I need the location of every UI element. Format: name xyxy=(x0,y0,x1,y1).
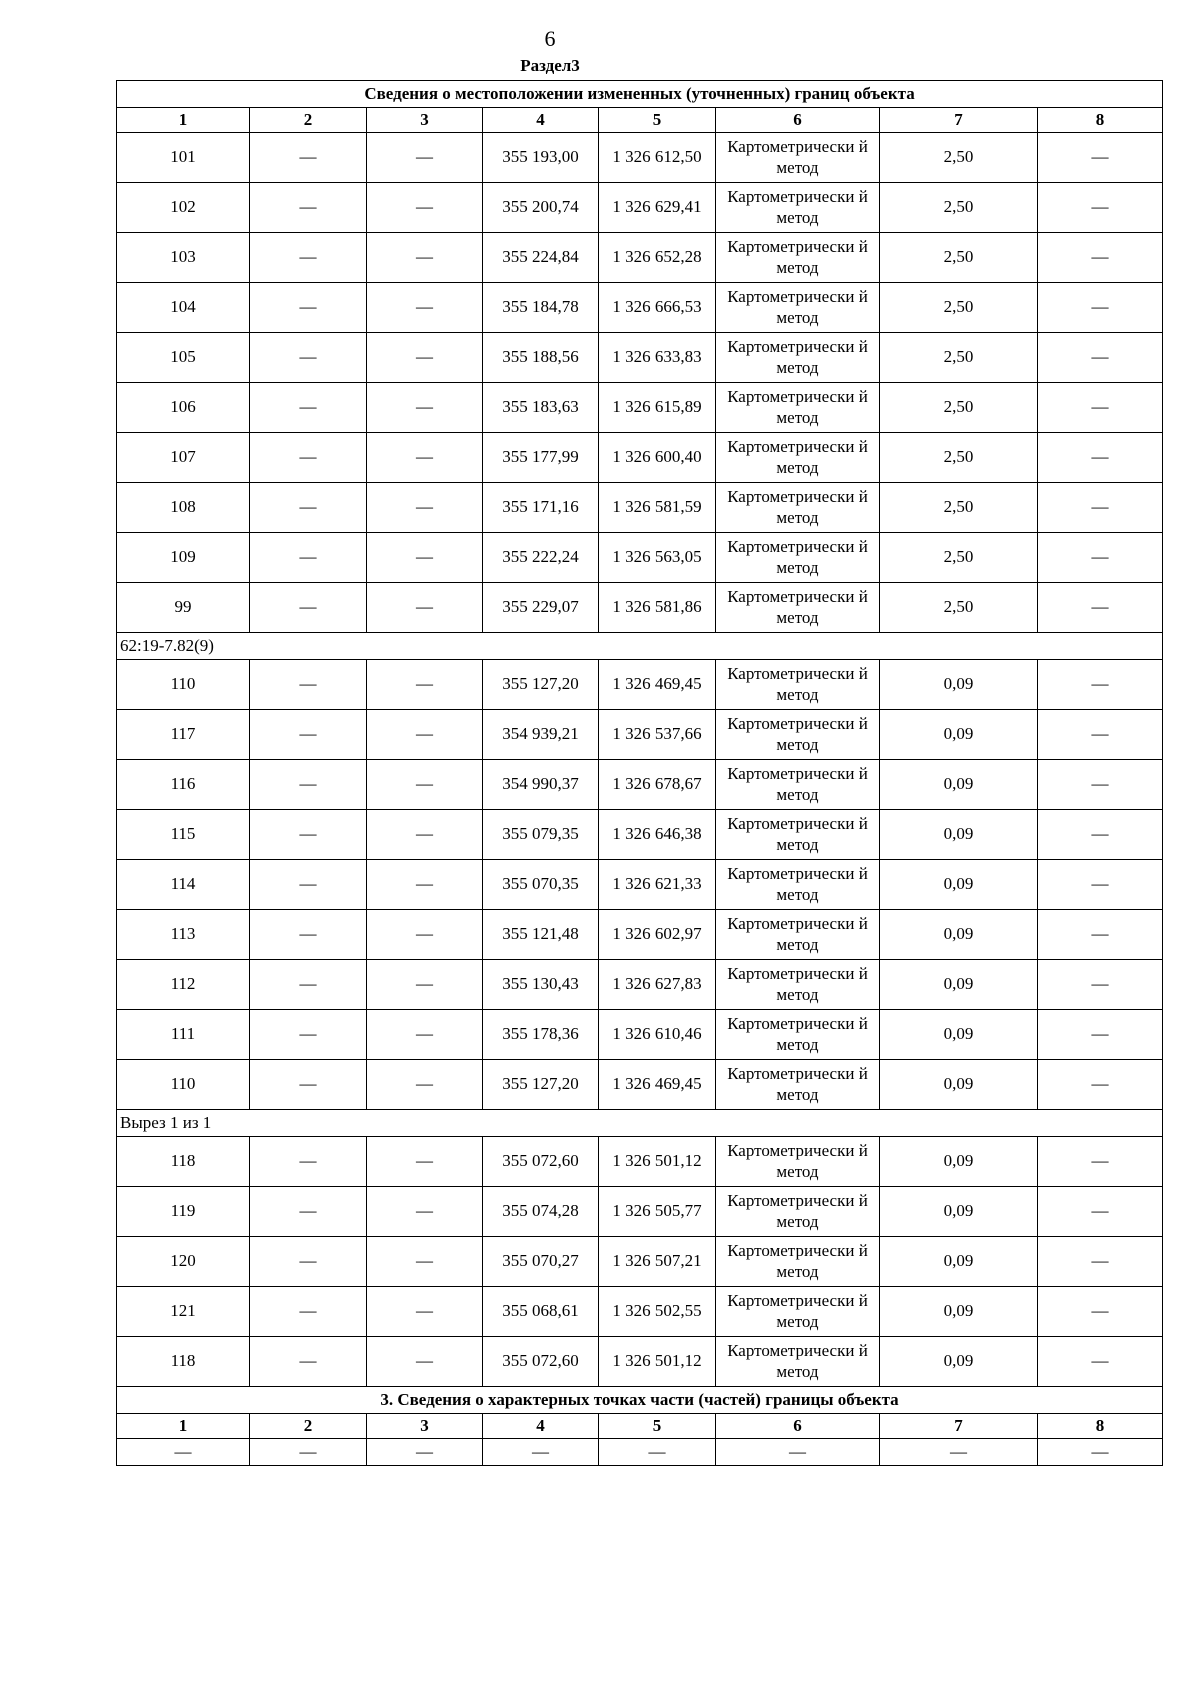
method: Картометрически й метод xyxy=(716,810,880,860)
coord-y: 1 326 652,28 xyxy=(599,233,716,283)
table-row xyxy=(117,283,1163,333)
col-3: — xyxy=(367,1010,483,1060)
coord-y: 1 326 612,50 xyxy=(599,133,716,183)
point-number: 121 xyxy=(117,1287,250,1337)
accuracy: 0,09 xyxy=(880,1337,1038,1387)
col-8: — xyxy=(1038,433,1163,483)
page-number: 6 xyxy=(544,26,556,51)
col-2: — xyxy=(250,1287,367,1337)
col-3: — xyxy=(367,1237,483,1287)
coord-y: 1 326 678,67 xyxy=(599,760,716,810)
accuracy: 0,09 xyxy=(880,1287,1038,1337)
col-2: — xyxy=(250,1337,367,1387)
col-3: — xyxy=(367,433,483,483)
table-row xyxy=(117,1137,1163,1187)
col-3: — xyxy=(367,1187,483,1237)
col-3: — xyxy=(367,1337,483,1387)
coord-x: 354 990,37 xyxy=(483,760,599,810)
col-2: — xyxy=(250,533,367,583)
col-8: — xyxy=(1038,710,1163,760)
point-number: 99 xyxy=(117,583,250,633)
section2-title-row xyxy=(117,1387,1163,1414)
section2-title: 3. Сведения о характерных точках части (частей) границы объекта xyxy=(117,1387,1163,1414)
coord-y: 1 326 633,83 xyxy=(599,333,716,383)
col-3: — xyxy=(367,1287,483,1337)
point-number: 117 xyxy=(117,710,250,760)
column-header: 8 xyxy=(1038,1414,1163,1439)
col-8: — xyxy=(1038,1287,1163,1337)
coord-x: 355 224,84 xyxy=(483,233,599,283)
coord-y: 1 326 666,53 xyxy=(599,283,716,333)
coord-x: 355 188,56 xyxy=(483,333,599,383)
method: Картометрически й метод xyxy=(716,383,880,433)
col-2: — xyxy=(250,960,367,1010)
method: Картометрически й метод xyxy=(716,533,880,583)
accuracy: 0,09 xyxy=(880,1187,1038,1237)
col-8: — xyxy=(1038,133,1163,183)
method: Картометрически й метод xyxy=(716,1060,880,1110)
col-2: — xyxy=(250,233,367,283)
empty-cell: — xyxy=(599,1439,716,1466)
col-8: — xyxy=(1038,533,1163,583)
point-number: 105 xyxy=(117,333,250,383)
coord-x: 354 939,21 xyxy=(483,710,599,760)
column-header: 5 xyxy=(599,108,716,133)
col-2: — xyxy=(250,1137,367,1187)
method: Картометрически й метод xyxy=(716,1137,880,1187)
col-2: — xyxy=(250,710,367,760)
method: Картометрически й метод xyxy=(716,760,880,810)
method: Картометрически й метод xyxy=(716,1287,880,1337)
coord-x: 355 074,28 xyxy=(483,1187,599,1237)
coord-y: 1 326 537,66 xyxy=(599,710,716,760)
point-number: 108 xyxy=(117,483,250,533)
col-2: — xyxy=(250,133,367,183)
accuracy: 0,09 xyxy=(880,910,1038,960)
table-row xyxy=(117,1060,1163,1110)
accuracy: 0,09 xyxy=(880,660,1038,710)
method: Картометрически й метод xyxy=(716,433,880,483)
accuracy: 2,50 xyxy=(880,383,1038,433)
column-header: 8 xyxy=(1038,108,1163,133)
col-3: — xyxy=(367,660,483,710)
accuracy: 0,09 xyxy=(880,1237,1038,1287)
table-row xyxy=(117,333,1163,383)
section-title: Раздел3 xyxy=(520,56,580,75)
point-number: 112 xyxy=(117,960,250,1010)
point-number: 120 xyxy=(117,1237,250,1287)
empty-cell: — xyxy=(483,1439,599,1466)
coord-y: 1 326 610,46 xyxy=(599,1010,716,1060)
coord-x: 355 200,74 xyxy=(483,183,599,233)
method: Картометрически й метод xyxy=(716,483,880,533)
accuracy: 0,09 xyxy=(880,1137,1038,1187)
table-row xyxy=(117,133,1163,183)
coord-x: 355 070,35 xyxy=(483,860,599,910)
col-8: — xyxy=(1038,583,1163,633)
col-8: — xyxy=(1038,760,1163,810)
point-number: 114 xyxy=(117,860,250,910)
coord-x: 355 177,99 xyxy=(483,433,599,483)
coord-y: 1 326 581,86 xyxy=(599,583,716,633)
col-3: — xyxy=(367,760,483,810)
table-title-row xyxy=(117,81,1163,108)
col-2: — xyxy=(250,283,367,333)
method: Картометрически й метод xyxy=(716,960,880,1010)
coord-x: 355 193,00 xyxy=(483,133,599,183)
empty-cell: — xyxy=(880,1439,1038,1466)
col-8: — xyxy=(1038,1187,1163,1237)
col-2: — xyxy=(250,433,367,483)
method: Картометрически й метод xyxy=(716,1187,880,1237)
col-3: — xyxy=(367,910,483,960)
point-number: 111 xyxy=(117,1010,250,1060)
column-header: 2 xyxy=(250,1414,367,1439)
accuracy: 2,50 xyxy=(880,233,1038,283)
col-8: — xyxy=(1038,860,1163,910)
coord-y: 1 326 501,12 xyxy=(599,1137,716,1187)
boundary-table xyxy=(116,80,1163,1466)
col-3: — xyxy=(367,710,483,760)
coord-y: 1 326 507,21 xyxy=(599,1237,716,1287)
coord-x: 355 072,60 xyxy=(483,1337,599,1387)
accuracy: 2,50 xyxy=(880,283,1038,333)
group-row xyxy=(117,633,1163,660)
col-2: — xyxy=(250,1237,367,1287)
column-header: 6 xyxy=(716,1414,880,1439)
empty-cell: — xyxy=(1038,1439,1163,1466)
method: Картометрически й метод xyxy=(716,1237,880,1287)
coord-y: 1 326 600,40 xyxy=(599,433,716,483)
col-8: — xyxy=(1038,383,1163,433)
point-number: 115 xyxy=(117,810,250,860)
point-number: 116 xyxy=(117,760,250,810)
coord-x: 355 183,63 xyxy=(483,383,599,433)
accuracy: 0,09 xyxy=(880,1060,1038,1110)
col-3: — xyxy=(367,333,483,383)
col-8: — xyxy=(1038,1010,1163,1060)
point-number: 110 xyxy=(117,1060,250,1110)
col-3: — xyxy=(367,483,483,533)
accuracy: 0,09 xyxy=(880,960,1038,1010)
col-3: — xyxy=(367,233,483,283)
column-header: 1 xyxy=(117,108,250,133)
coord-x: 355 171,16 xyxy=(483,483,599,533)
method: Картометрически й метод xyxy=(716,860,880,910)
coord-x: 355 127,20 xyxy=(483,660,599,710)
method: Картометрически й метод xyxy=(716,283,880,333)
coord-x: 355 121,48 xyxy=(483,910,599,960)
col-8: — xyxy=(1038,233,1163,283)
coord-x: 355 178,36 xyxy=(483,1010,599,1060)
col-8: — xyxy=(1038,183,1163,233)
col-8: — xyxy=(1038,283,1163,333)
table-row xyxy=(117,233,1163,283)
coord-x: 355 072,60 xyxy=(483,1137,599,1187)
accuracy: 2,50 xyxy=(880,433,1038,483)
col-3: — xyxy=(367,860,483,910)
column-header: 6 xyxy=(716,108,880,133)
column-header: 1 xyxy=(117,1414,250,1439)
table-row xyxy=(117,483,1163,533)
accuracy: 2,50 xyxy=(880,133,1038,183)
point-number: 103 xyxy=(117,233,250,283)
coord-y: 1 326 646,38 xyxy=(599,810,716,860)
column-header: 3 xyxy=(367,108,483,133)
col-2: — xyxy=(250,1060,367,1110)
group-label: Вырез 1 из 1 xyxy=(117,1110,1163,1137)
col-8: — xyxy=(1038,910,1163,960)
point-number: 102 xyxy=(117,183,250,233)
table-row xyxy=(117,1010,1163,1060)
coord-x: 355 184,78 xyxy=(483,283,599,333)
point-number: 113 xyxy=(117,910,250,960)
col-2: — xyxy=(250,483,367,533)
col-2: — xyxy=(250,1187,367,1237)
col-3: — xyxy=(367,133,483,183)
col-2: — xyxy=(250,333,367,383)
point-number: 110 xyxy=(117,660,250,710)
col-8: — xyxy=(1038,333,1163,383)
table-row xyxy=(117,710,1163,760)
coord-x: 355 068,61 xyxy=(483,1287,599,1337)
section2-row xyxy=(117,1439,1163,1466)
coord-y: 1 326 615,89 xyxy=(599,383,716,433)
col-8: — xyxy=(1038,483,1163,533)
col-2: — xyxy=(250,1010,367,1060)
point-number: 118 xyxy=(117,1337,250,1387)
table-row xyxy=(117,583,1163,633)
header-row xyxy=(117,108,1163,133)
accuracy: 0,09 xyxy=(880,810,1038,860)
col-3: — xyxy=(367,810,483,860)
table-row xyxy=(117,910,1163,960)
point-number: 118 xyxy=(117,1137,250,1187)
table-row xyxy=(117,183,1163,233)
col-8: — xyxy=(1038,1060,1163,1110)
col-8: — xyxy=(1038,1337,1163,1387)
point-number: 119 xyxy=(117,1187,250,1237)
col-2: — xyxy=(250,760,367,810)
coord-y: 1 326 501,12 xyxy=(599,1337,716,1387)
table-row xyxy=(117,383,1163,433)
table-row xyxy=(117,760,1163,810)
point-number: 107 xyxy=(117,433,250,483)
coord-y: 1 326 621,33 xyxy=(599,860,716,910)
accuracy: 0,09 xyxy=(880,860,1038,910)
coord-x: 355 070,27 xyxy=(483,1237,599,1287)
col-8: — xyxy=(1038,1137,1163,1187)
point-number: 109 xyxy=(117,533,250,583)
group-row xyxy=(117,1110,1163,1137)
table-row xyxy=(117,533,1163,583)
accuracy: 0,09 xyxy=(880,710,1038,760)
column-header: 4 xyxy=(483,1414,599,1439)
col-3: — xyxy=(367,383,483,433)
point-number: 101 xyxy=(117,133,250,183)
method: Картометрически й метод xyxy=(716,1337,880,1387)
coord-x: 355 229,07 xyxy=(483,583,599,633)
accuracy: 2,50 xyxy=(880,183,1038,233)
col-3: — xyxy=(367,1137,483,1187)
col-2: — xyxy=(250,183,367,233)
col-3: — xyxy=(367,583,483,633)
method: Картометрически й метод xyxy=(716,133,880,183)
accuracy: 0,09 xyxy=(880,760,1038,810)
method: Картометрически й метод xyxy=(716,233,880,283)
column-header: 2 xyxy=(250,108,367,133)
column-header: 3 xyxy=(367,1414,483,1439)
method: Картометрически й метод xyxy=(716,710,880,760)
table-row xyxy=(117,1187,1163,1237)
empty-cell: — xyxy=(367,1439,483,1466)
coord-y: 1 326 602,97 xyxy=(599,910,716,960)
method: Картометрически й метод xyxy=(716,183,880,233)
col-3: — xyxy=(367,1060,483,1110)
section2-header-row xyxy=(117,1414,1163,1439)
col-3: — xyxy=(367,283,483,333)
group-label: 62:19-7.82(9) xyxy=(117,633,1163,660)
table-title: Сведения о местоположении измененных (уточненных) границ объекта xyxy=(117,81,1163,108)
method: Картометрически й метод xyxy=(716,333,880,383)
coord-y: 1 326 563,05 xyxy=(599,533,716,583)
method: Картометрически й метод xyxy=(716,910,880,960)
col-2: — xyxy=(250,583,367,633)
table-row xyxy=(117,660,1163,710)
col-2: — xyxy=(250,860,367,910)
coord-y: 1 326 581,59 xyxy=(599,483,716,533)
coord-y: 1 326 629,41 xyxy=(599,183,716,233)
method: Картометрически й метод xyxy=(716,1010,880,1060)
col-3: — xyxy=(367,533,483,583)
col-2: — xyxy=(250,810,367,860)
empty-cell: — xyxy=(250,1439,367,1466)
col-3: — xyxy=(367,183,483,233)
accuracy: 2,50 xyxy=(880,533,1038,583)
coord-y: 1 326 469,45 xyxy=(599,1060,716,1110)
accuracy: 2,50 xyxy=(880,483,1038,533)
coord-y: 1 326 469,45 xyxy=(599,660,716,710)
table-row xyxy=(117,960,1163,1010)
method: Картометрически й метод xyxy=(716,583,880,633)
col-8: — xyxy=(1038,960,1163,1010)
col-8: — xyxy=(1038,810,1163,860)
col-2: — xyxy=(250,383,367,433)
table-row xyxy=(117,860,1163,910)
col-8: — xyxy=(1038,660,1163,710)
coord-y: 1 326 627,83 xyxy=(599,960,716,1010)
coord-x: 355 079,35 xyxy=(483,810,599,860)
column-header: 5 xyxy=(599,1414,716,1439)
coord-y: 1 326 502,55 xyxy=(599,1287,716,1337)
accuracy: 2,50 xyxy=(880,583,1038,633)
point-number: 104 xyxy=(117,283,250,333)
coord-x: 355 130,43 xyxy=(483,960,599,1010)
point-number: 106 xyxy=(117,383,250,433)
table-row xyxy=(117,1237,1163,1287)
table-row xyxy=(117,1337,1163,1387)
empty-cell: — xyxy=(716,1439,880,1466)
column-header: 7 xyxy=(880,108,1038,133)
table-row xyxy=(117,433,1163,483)
coord-x: 355 222,24 xyxy=(483,533,599,583)
empty-cell: — xyxy=(117,1439,250,1466)
col-8: — xyxy=(1038,1237,1163,1287)
table-row xyxy=(117,810,1163,860)
accuracy: 2,50 xyxy=(880,333,1038,383)
coord-x: 355 127,20 xyxy=(483,1060,599,1110)
table-row xyxy=(117,1287,1163,1337)
coord-y: 1 326 505,77 xyxy=(599,1187,716,1237)
column-header: 4 xyxy=(483,108,599,133)
column-header: 7 xyxy=(880,1414,1038,1439)
col-2: — xyxy=(250,660,367,710)
method: Картометрически й метод xyxy=(716,660,880,710)
col-2: — xyxy=(250,910,367,960)
accuracy: 0,09 xyxy=(880,1010,1038,1060)
col-3: — xyxy=(367,960,483,1010)
